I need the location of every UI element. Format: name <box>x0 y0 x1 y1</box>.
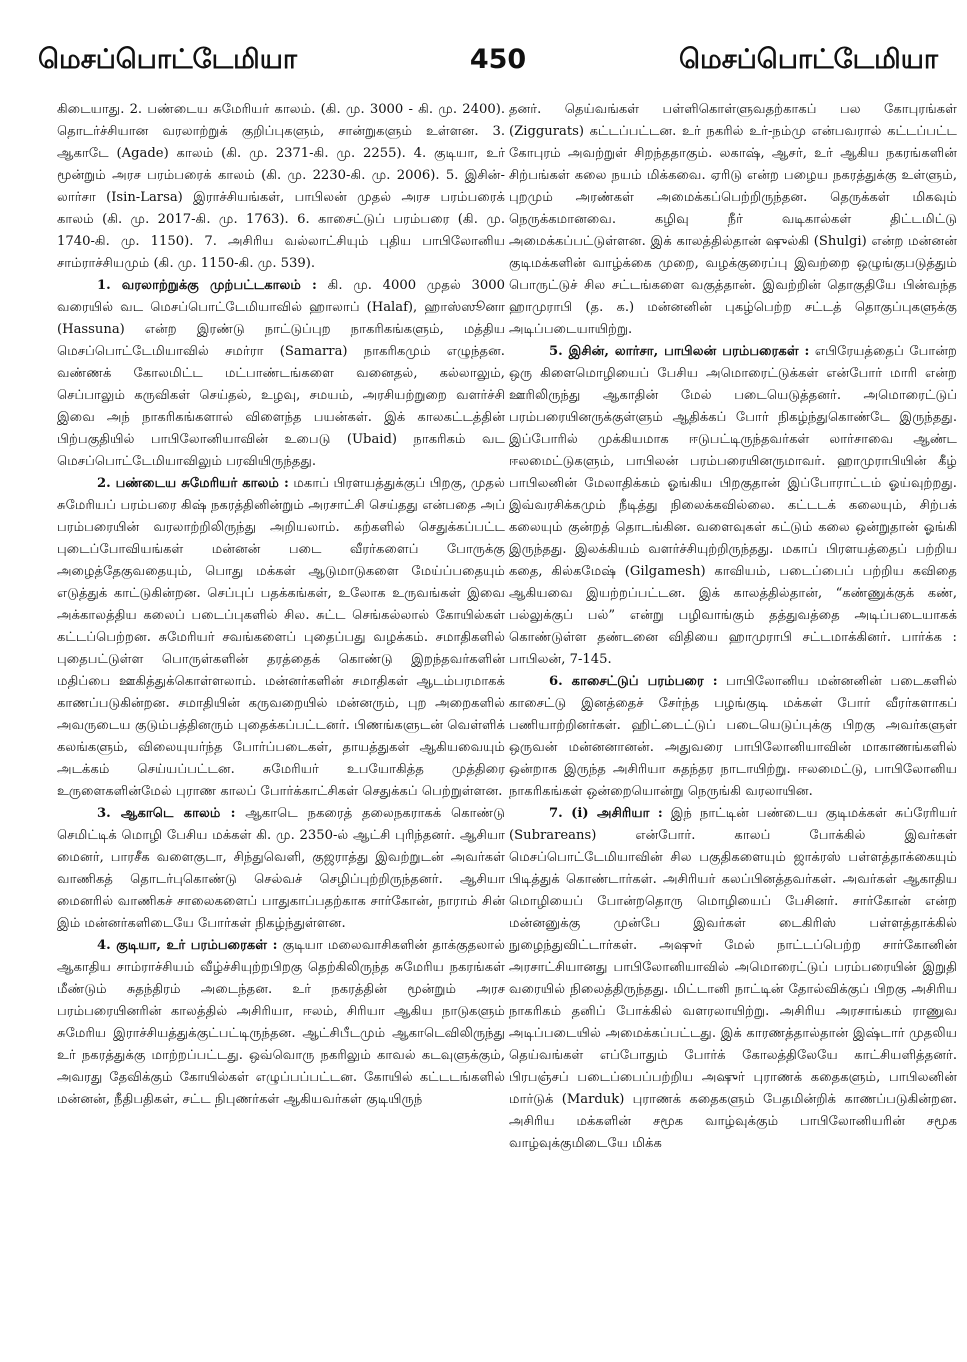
section-gudea-ur <box>57 935 505 1111</box>
running-title-left: மெசப்பொட்டேமியா <box>38 44 297 75</box>
section-prehistoric <box>57 275 505 473</box>
section-heading: 3. ஆகாடெ காலம் : <box>97 806 236 821</box>
section-isin-larsa-babylon <box>509 341 957 671</box>
section-heading: 1. வரலாற்றுக்கு முற்பட்டகாலம் : <box>97 278 317 293</box>
section-text: மகாப் பிரளயத்துக்குப் பிறகு, முதல் சுமேரியப் பரம்பரை கிஷ் நகரத்தினின்றும் அரசாட்சி செய்தது என்பதை அப் பரம்பரையின் வரலாற்றிலிருந்து அறியலாம். கற்களில் செதுக்கப்பட்ட புடைப்போவியங்கள் மன்னன் படை வீரர்களைப் போருக்கு அழைத்தேகுவதையும், பொது மக்கள் ஆடுமாடுகளை மேய்ப்பதையும் எடுத்துக் காட்டுகின்றன. செப்புப் பதக்கங்கள், உலோக உருவங்கள் இவை அக்காலத்திய கலைப் படைப்புகளில் சில. சுட்ட செங்கல்லால் கோயில்கள் கட்டப்பெற்றன. சுமேரியர் சவங்களைப் புதைப்பது வழக்கம். சமாதிகளில் புதைபட்டுள்ள பொருள்களின் தரத்தைக் கொண்டு இறந்தவர்களின் மதிப்பை ஊகித்துக்கொள்ளலாம். மன்னர்களின் சமாதிகள் ஆடம்பரமாகக் காணப்படுகின்றன. சமாதியின் கருவறையில் மன்னரும், புற அறைகளில் அவருடைய குடும்பத்தினரும் புதைக்கப்பட்டனர். பிணங்களுடன் வெள்ளிக் கலங்களும், விலையுயர்ந்த போர்ப்படைகள், தாயத்துகள் ஆகியவையும் அடக்கம் செய்யப்பட்டன. சுமேரியர் உபயோகித்த முத்திரை உருளைகளின்மேல் புராண காலப் போர்க்காட்சிகள் செதுக்கப் பெற்றுள்ளன. <box>57 476 505 799</box>
section-text: ஆகாடெ நகரைத் தலைநகராகக் கொண்டு செமிட்டிக் மொழி பேசிய மக்கள் கி. மு. 2350-ல் ஆட்சி புரிந்தனர். ஆசியா மைனர், பாரசீக வளைகுடா, சிந்துவெளி, குஜராத்து இவற்றுடன் அவர்கள் வாணிகத் தொடர்புகொண்டு செல்வச் செழிப்புற்றிருந்தனர். ஆசியா மைனரில் வாணிகச் சாலைகளைப் பாதுகாப்பதற்காக சார்கோன், நாராம் சின் இம் மன்னர்களிடையே போர்கள் நிகழ்ந்துள்ளன. <box>57 806 505 931</box>
section-heading: 4. குடியா, உர் பரம்பரைகள் : <box>97 938 278 953</box>
section-text: குடியா மலைவாசிகளின் தாக்குதலால் ஆகாதிய சாம்ராச்சியம் வீழ்ச்சியுற்றபிறகு தெற்கிலிருந்த சுமேரிய நகரங்கள் மீண்டும் சுதந்திரம் அடைந்தன. உர் நகரத்தின் மூன்றும் அரச பரம்பரையினரின் காலத்தில் அசிரியா, ஈலம், சிரியா ஆகிய நாடுகளும் சுமேரிய இராச்சியத்துக்குட்பட்டிருந்தன. ஆட்சிபீடமும் ஆகாடெவிலிருந்து உர் நகரத்துக்கு மாற்றப்பட்டது. ஒவ்வொரு நகரிலும் காவல் கடவுளுக்கும், அவரது தேவிக்கும் கோயில்கள் எழுப்பப்பட்டன. கோயில் கட்டடங்களில் மன்னன், நீதிபதிகள், சட்ட நிபுணர்கள் ஆகியவர்கள் குடியிருந் <box>57 938 506 1107</box>
section-kassite <box>509 671 957 803</box>
section-text: பாபிலோனிய மன்னனின் படைகளில் காசைட்டு இனத்தைச் சேர்ந்த பழங்குடி மக்கள் போர் வீரர்களாகப் பணியாற்றினர்கள். ஹிட்டைட்டுப் படையெடுப்புக்கு பிறகு அவர்களுள் ஒருவன் மன்னனானன். அதுவரை பாபிலோனியாவின் மாகாணங்களில் ஒன்றாக இருந்த அசிரியா சுதந்தர நாடாயிற்று. ஈலமைட்டு, பாபிலோனிய நாகரிகங்கள் ஒன்றையொன்று நெருங்கி வரலாயின. <box>509 674 957 799</box>
section-text: இந் நாட்டின் பண்டைய குடிமக்கள் சுப்ரேரியர் (Subrareans) என்போர். காலப் போக்கில் இவர்கள் மெசப்பொட்டேமியாவின் சில பகுதிகளையும் ஜாக்ரஸ் பள்ளத்தாக்கையும் பிடித்துக் கொண்டார்கள். அசிரியர் கலப்பினத்தவர்கள். அவர்கள் ஆகாதிய மொழியைப் போன்றதொரு மொழியைப் பேசினர். சார்கோன் என்ற மன்னனுக்கு முன்பே இவர்கள் டைகிரிஸ் பள்ளத்தாக்கில் நுழைந்துவிட்டார்கள். அஷுர் மேல் நாட்டப்பெற்ற சார்கோனின் அரசாட்சியானது பாபிலோனியாவில் அமொரைட்டுப் பரம்பரையின் இறுதி வரையில் நிலைத்திருந்தது. மிட்டானி நாட்டின் தோல்விக்குப் பிறகு அசிரிய நாகரிகம் தனிப் போக்கில் வளரலாயிற்று. அசிரிய அரசாங்கம் ராணுவ அடிப்படையில் அமைக்கப்பட்டது. இக் காரணத்தால்தான் இஷ்டார் முதலிய தெய்வங்கள் எப்போதும் போர்க் கோலத்திலேயே காட்சியளித்தனர். பிரபஞ்சப் படைப்பைப்பற்றிய அஷுர் புராணக் கதைகளும், பாபிலனின் மார்டுக் (Marduk) புராணக் கதைகளும் பேதமின்றிக் காணப்படுகின்றன. அசிரிய மக்களின் சமூக வாழ்வுக்கும் பாபிலோனியரின் சமூக வாழ்வுக்குமிடையே மிக்க <box>509 806 957 1151</box>
section-heading: 7. (i) அசிரியா : <box>549 806 663 821</box>
section-text: கி. மு. 4000 முதல் 3000 வரையில் வட மெசப்பொட்டேமியாவில் ஹாலாப் (Halaf), ஹாஸ்ஸூனா (Hassuna) என்ற இரண்டு நாட்டுப்புற நாகரிகங்களும், மத்திய மெசப்பொட்டேமியாவில் சமர்ரா (Samarra) நாகரிகமும் எழுந்தன. வண்ணக் கோலமிட்ட மட்பாண்டங்களை வனைதல், கல்லாலும், செப்பாலும் கருவிகள் செய்தல், உழவு, சமயம், அரசியற்றுறை வளர்ச்சி இவை அந் நாகரிகங்களால் விளைந்த பயன்கள். இக் காலகட்டத்தின் பிற்பகுதியில் பாபிலோனியாவின் உபைடு (Ubaid) நாகரிகம் வட மெசப்பொட்டேமியாவிலும் பரவியிருந்தது. <box>57 278 505 469</box>
left-column <box>57 99 505 1111</box>
page-number: 450 <box>469 44 527 75</box>
right-column <box>509 99 957 1155</box>
section-sumerian <box>57 473 505 803</box>
section-assyria <box>509 803 957 1155</box>
page-header <box>38 44 938 84</box>
continued-paragraph: தனர். தெய்வங்கள் பள்ளிகொள்ளுவதற்காகப் பல கோபுரங்கள் (Ziggurats) கட்டப்பட்டன. உர் நகரில் உர்-நம்மு என்பவரால் கட்டப்பட்ட கோபுரம் அவற்றுள் சிறந்ததாகும். லகாஷ், ஆசர், உர் ஆகிய நகரங்களின் சிற்பங்கள் கலை நயம் மிக்கவை. ஏரிடு என்ற பழைய நகரத்துக்கு உள்ளும், புறமும் அரண்கள் அமைக்கப்பெற்றிருந்தன. தெருக்கள் மிகவும் நெருக்கமானவை. கழிவு நீர் வடிகால்கள் திட்டமிட்டு அமைக்கப்பட்டுள்ளன. இக் காலத்தில்தான் ஷுல்கி (Shulgi) என்ற மன்னன் குடிமக்களின் வாழ்க்கை முறை, வழக்குரைப்பு இவற்றை ஒழுங்குபடுத்தும் பொருட்டுச் சில சட்டங்களை வகுத்தான். இவற்றின் தொகுதியே பின்வந்த ஹாமுராபி (த. க.) மன்னனின் புகழ்பெற்ற சட்டத் தொகுப்புகளுக்கு அடிப்படையாயிற்று. <box>509 102 957 337</box>
section-text: எபிரேயத்தைப் போன்ற ஒரு கிளைமொழியைப் பேசிய அமொரைட்டுக்கள் என்போர் மாரி என்ற ஊரிலிருந்து ஆகாதின் மேல் படையெடுத்தனர். அமொரைட்டுப் பரம்பரையினருக்குள்ளும் ஆதிக்கப் போர் நிகழ்ந்துகொண்டே இருந்தது. இப்போரில் முக்கியமாக ஈடுபட்டிருந்தவர்கள் லார்சாவை ஆண்ட ஈலமைட்டுகளும், பாபிலன் பரம்பரையினருமாவர். ஹாமுராபியின் கீழ் பாபிலனின் மேலாதிக்கம் ஓங்கிய பிறகுதான் இப்போராட்டம் ஓய்வுற்றது. இவ்வரசிக்கமும் நீடித்து நிலைக்கவில்லை. கட்டடக் கலையும், சிற்பக் கலையும் குன்றத் தொடங்கின. வளைவுகள் கட்டும் கலை ஒன்றுதான் ஓங்கி இருந்தது. இலக்கியம் வளர்ச்சியுற்றிருந்தது. மகாப் பிரளயத்தைப் பற்றிய கதை, கில்கமேஷ் (Gilgamesh) காவியம், படைப்பைப் பற்றிய கவிதை ஆகியவை இயற்றப்பட்டன. இக் காலத்தில்தான், “கண்ணுக்குக் கண், பல்லுக்குப் பல்” என்று பழிவாங்கும் தத்துவத்தை அடிப்படையாகக் கொண்டுள்ள தண்டனை விதியை ஹாமுராபி சட்டமாக்கினர். பார்க்க : பாபிலன், 7-145. <box>509 344 957 667</box>
running-title-right: மெசப்பொட்டேமியா <box>679 44 938 75</box>
section-heading: 2. பண்டைய சுமேரியர் காலம் : <box>97 476 289 491</box>
intro-paragraph: கிடையாது. 2. பண்டைய சுமேரியர் காலம். (கி. மு. 3000 - கி. மு. 2400). தொடர்ச்சியான வரலாற்றுக் குறிப்புகளும், சான்றுகளும் உள்ளன. 3. ஆகாடே (Agade) காலம் (கி. மு. 2371-கி. மு. 2255). 4. குடியா, உர் மூன்றும் அரச பரம்பரைக் காலம் (கி. மு. 2230-கி. மு. 2006). 5. இசின்-லார்சா (Isin-Larsa) இராச்சியங்கள், பாபிலன் முதல் அரச பரம்பரைக் காலம் (கி. மு. 2017-கி. மு. 1763). 6. காசைட்டுப் பரம்பரை (கி. மு. 1740-கி. மு. 1150). 7. அசிரிய வல்லாட்சியும் புதிய பாபிலோனிய சாம்ராச்சியமும் (கி. மு. 1150-கி. மு. 539). <box>57 102 505 271</box>
section-agade <box>57 803 505 935</box>
section-heading: 5. இசின், லார்சா, பாபிலன் பரம்பரைகள் : <box>549 344 810 359</box>
section-heading: 6. காசைட்டுப் பரம்பரை : <box>549 674 718 689</box>
